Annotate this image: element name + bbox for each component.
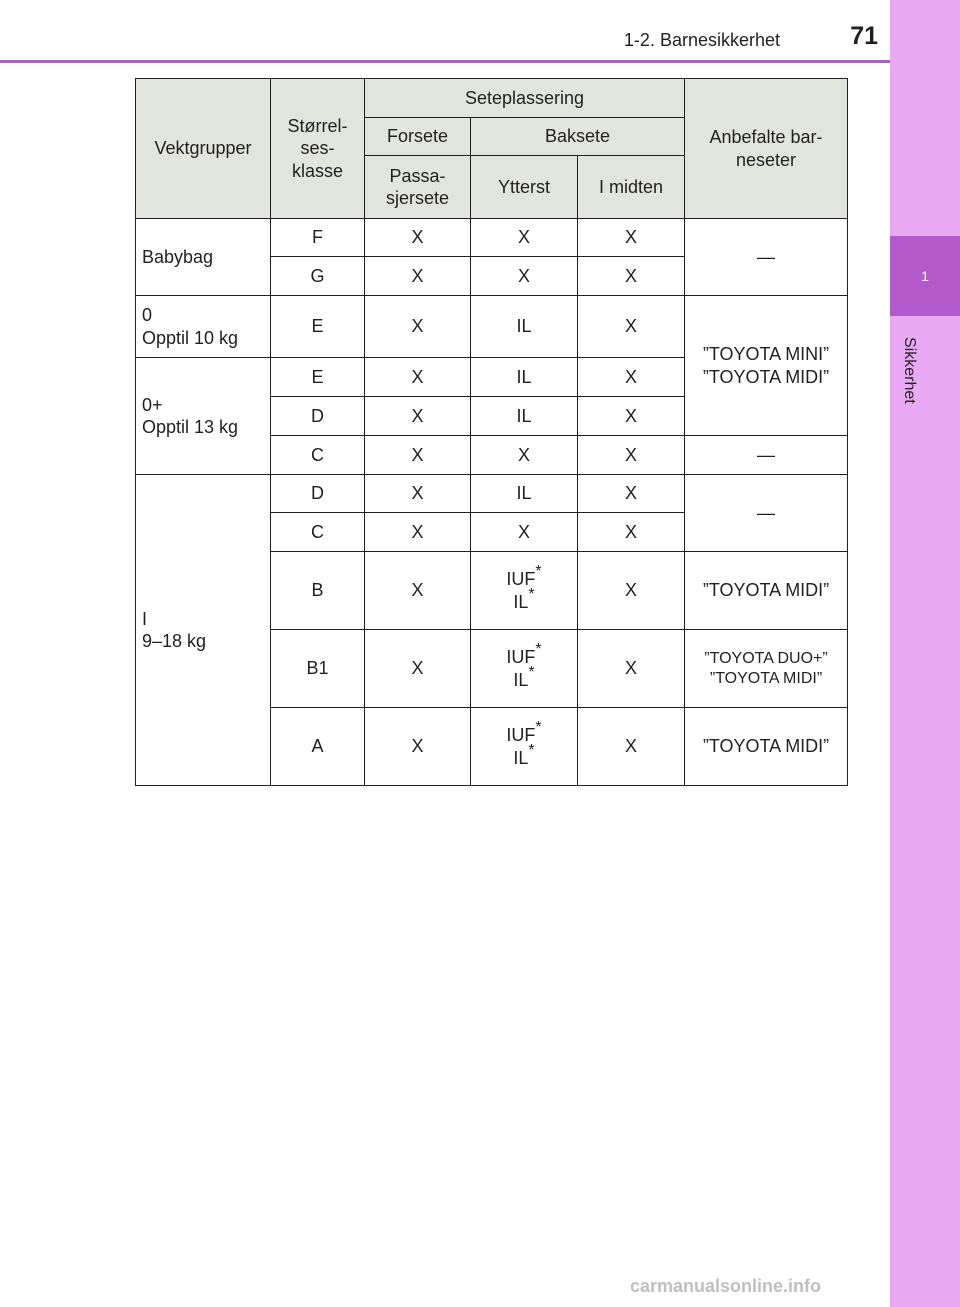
passenger-cell: X — [365, 475, 471, 513]
size-cell: C — [271, 436, 365, 475]
watermark: carmanualsonline.info — [630, 1276, 822, 1296]
outer-cell: IUF* IL* — [471, 630, 578, 708]
middle-cell: X — [578, 358, 685, 397]
middle-cell: X — [578, 630, 685, 708]
outer-cell: IL — [471, 475, 578, 513]
group-0: 0 Opptil 10 kg — [136, 296, 271, 358]
header-recommended: Anbefalte bar- neseter — [685, 79, 848, 219]
size-cell: B1 — [271, 630, 365, 708]
size-cell: E — [271, 358, 365, 397]
middle-cell: X — [578, 513, 685, 552]
passenger-cell: X — [365, 513, 471, 552]
header-outermost: Ytterst — [471, 156, 578, 219]
outer-cell: IUF* IL* — [471, 552, 578, 630]
header-middle: I midten — [578, 156, 685, 219]
group-0plus: 0+ Opptil 13 kg — [136, 358, 271, 475]
outer-cell: IL — [471, 358, 578, 397]
passenger-cell: X — [365, 708, 471, 786]
header-seat-position: Seteplassering — [365, 79, 685, 118]
table-row — [136, 219, 848, 257]
recommended-cell: — — [685, 219, 848, 296]
middle-cell: X — [578, 552, 685, 630]
header-front-seat: Forsete — [365, 118, 471, 156]
group-babybag: Babybag — [136, 219, 271, 296]
table-row — [136, 475, 848, 513]
recommended-cell: ”TOYOTA MIDI” — [685, 708, 848, 786]
middle-cell: X — [578, 708, 685, 786]
passenger-cell: X — [365, 219, 471, 257]
outer-cell: IUF* IL* — [471, 708, 578, 786]
middle-cell: X — [578, 436, 685, 475]
middle-cell: X — [578, 475, 685, 513]
recommended-cell: ”TOYOTA DUO+” ”TOYOTA MIDI” — [685, 630, 848, 708]
outer-cell: X — [471, 436, 578, 475]
middle-cell: X — [578, 219, 685, 257]
child-seat-table — [135, 78, 848, 786]
recommended-cell: ”TOYOTA MINI” ”TOYOTA MIDI” — [685, 296, 848, 436]
size-cell: G — [271, 257, 365, 296]
header-weight-group: Vektgrupper — [136, 79, 271, 219]
chapter-tab[interactable] — [890, 236, 960, 316]
middle-cell: X — [578, 296, 685, 358]
header-rear-seat: Baksete — [471, 118, 685, 156]
size-cell: A — [271, 708, 365, 786]
recommended-cell: — — [685, 436, 848, 475]
page-number: 71 — [850, 22, 878, 50]
outer-cell: X — [471, 513, 578, 552]
middle-cell: X — [578, 257, 685, 296]
outer-cell: X — [471, 219, 578, 257]
size-cell: C — [271, 513, 365, 552]
outer-cell: X — [471, 257, 578, 296]
passenger-cell: X — [365, 552, 471, 630]
recommended-cell: — — [685, 475, 848, 552]
chapter-sidebar — [890, 0, 960, 1307]
size-cell: D — [271, 475, 365, 513]
header-size-class: Størrel- ses- klasse — [271, 79, 365, 219]
recommended-cell: ”TOYOTA MIDI” — [685, 552, 848, 630]
chapter-number: 1 — [921, 268, 929, 284]
header-passenger-seat: Passa- sjersete — [365, 156, 471, 219]
size-cell: B — [271, 552, 365, 630]
header-rule — [0, 60, 890, 63]
passenger-cell: X — [365, 630, 471, 708]
group-1: I 9–18 kg — [136, 475, 271, 786]
passenger-cell: X — [365, 257, 471, 296]
size-cell: E — [271, 296, 365, 358]
size-cell: F — [271, 219, 365, 257]
passenger-cell: X — [365, 397, 471, 436]
table-row — [136, 296, 848, 358]
passenger-cell: X — [365, 358, 471, 397]
middle-cell: X — [578, 397, 685, 436]
outer-cell: IL — [471, 397, 578, 436]
section-title: 1-2. Barnesikkerhet — [623, 30, 780, 50]
passenger-cell: X — [365, 296, 471, 358]
outer-cell: IL — [471, 296, 578, 358]
chapter-label: Sikkerhet — [901, 336, 918, 404]
passenger-cell: X — [365, 436, 471, 475]
size-cell: D — [271, 397, 365, 436]
